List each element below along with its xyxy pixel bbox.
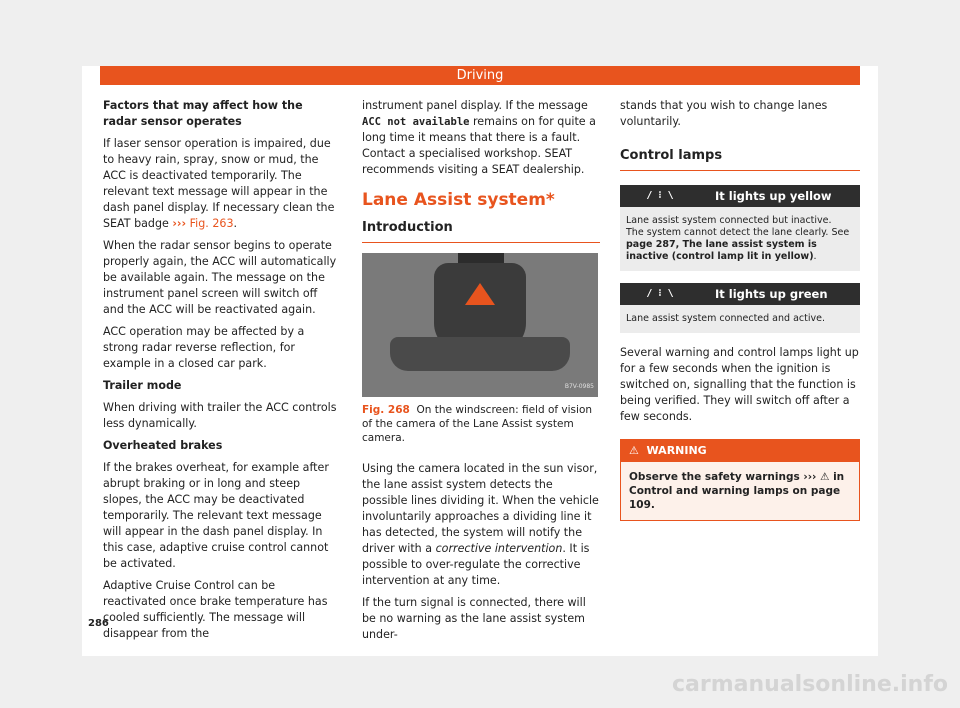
lamp-green-header [620,283,860,305]
warning-triangle-icon: ⚠ [629,444,639,457]
lamp-yellow-description [620,207,860,271]
watermark: carmanualsonline.info [672,672,948,697]
chapter-header [100,66,860,85]
paragraph-radar-restored: When the radar sensor begins to operate properly again, the ACC will automatically be available again. The message on the instrument panel screen will switch off and the ACC will be reactivated again. [103,239,337,316]
lamp-yellow-label: It lights up yellow [715,189,832,203]
paragraph-acc-message [362,98,600,178]
paragraph-overheat: If the brakes overheat, for example after abrupt braking or in long and steep slopes, the ACC may be deactivated temporarily. The relevant text message will appear in the dash panel display. In this case, adaptive cruise control cannot be activated. [103,461,329,570]
subsection-control-lamps: Control lamps [620,148,860,171]
paragraph-continued: stands that you wish to change lanes voluntarily. [620,99,828,128]
lamp-yellow-line2 [626,227,854,263]
paragraph-trailer: When driving with trailer the ACC controls less dynamically. [103,401,337,430]
warning-header [621,440,859,462]
warning-triangle-icon [465,283,495,305]
figure-code: B7V-0985 [564,383,594,390]
text-span: . It is possible to over-regulate the corrective intervention at any time. [362,542,590,587]
lamp-yellow-line1: Lane assist system connected but inactive. [626,215,832,226]
column-left [103,98,338,648]
figure-link-263[interactable]: Fig. 263 [186,217,234,230]
heading-trailer-mode: Trailer mode [103,379,182,392]
text-span: . [813,251,817,262]
figure-mirror-shape [390,337,570,371]
page-number: 286 [88,618,109,629]
figure-label: Fig. 268 [362,404,410,416]
paragraph-camera-detection [362,461,600,589]
warning-text: Observe the safety warnings ››› ⚠ in Control and warning lamps on page 109. [621,462,859,520]
column-middle [362,98,600,649]
paragraph-lamps-check: Several warning and control lamps light up for a few seconds when the ignition is switched on, signalling that the function is being verified. They will switch off after a few seconds. [620,346,859,423]
figure-camera-windscreen [362,253,598,397]
text-span: remains on for quite a long time it means that there is a fault. Contact a specialised workshop. SEAT recommends visiting a SEAT dealership. [362,115,596,176]
heading-radar-factors: Factors that may affect how the radar sensor operates [103,99,303,128]
lane-assist-icon: / ⁝ \ [646,288,674,299]
warning-box [620,439,860,521]
lamp-green-label: It lights up green [715,287,828,301]
text-span: If laser sensor operation is impaired, due to heavy rain, spray, snow or mud, the ACC is deactivated temporarily. The relevant text message will appear in the dash panel display. If necessary clean the SEAT badge [103,137,335,230]
paragraph-reflection: ACC operation may be affected by a strong radar reverse reflection, for example in a closed car park. [103,325,305,370]
caption-text: On the windscreen: field of vision of the camera of the Lane Assist system camera. [362,404,593,444]
ref-arrows: ››› [172,217,187,230]
subsection-introduction: Introduction [362,220,600,243]
page-reference-287[interactable]: page 287, The lane assist system is inactive (control lamp lit in yellow) [626,239,817,262]
lane-assist-icon: / ⁝ \ [646,190,674,201]
text-span: instrument panel display. If the message [362,99,588,112]
paragraph-reactivated: Adaptive Cruise Control can be reactivated once brake temperature has cooled sufficiently. The message will disappear from the [103,579,328,640]
paragraph-laser-impaired [103,136,338,232]
text-span: . [233,217,238,230]
lamp-yellow-header [620,185,860,207]
section-title-lane-assist: Lane Assist system* [362,190,555,210]
lamp-green-description: Lane assist system connected and active. [620,305,860,333]
italic-term: corrective intervention [435,542,563,555]
acc-message-code: ACC not available [362,116,470,128]
column-right [620,98,860,521]
warning-label: WARNING [646,444,707,457]
text-span: The system cannot detect the lane clearly. See [626,227,850,238]
heading-overheated-brakes: Overheated brakes [103,439,223,452]
figure-caption [362,403,600,445]
paragraph-turn-signal: If the turn signal is connected, there will be no warning as the lane assist system under- [362,596,586,641]
chapter-title: Driving [456,68,504,83]
text-span: Using the camera located in the sun visor, the lane assist system detects the possible lines dividing it. When the vehicle involuntarily approaches a dividing line it has detected, the system will notify the driver with a [362,462,599,555]
